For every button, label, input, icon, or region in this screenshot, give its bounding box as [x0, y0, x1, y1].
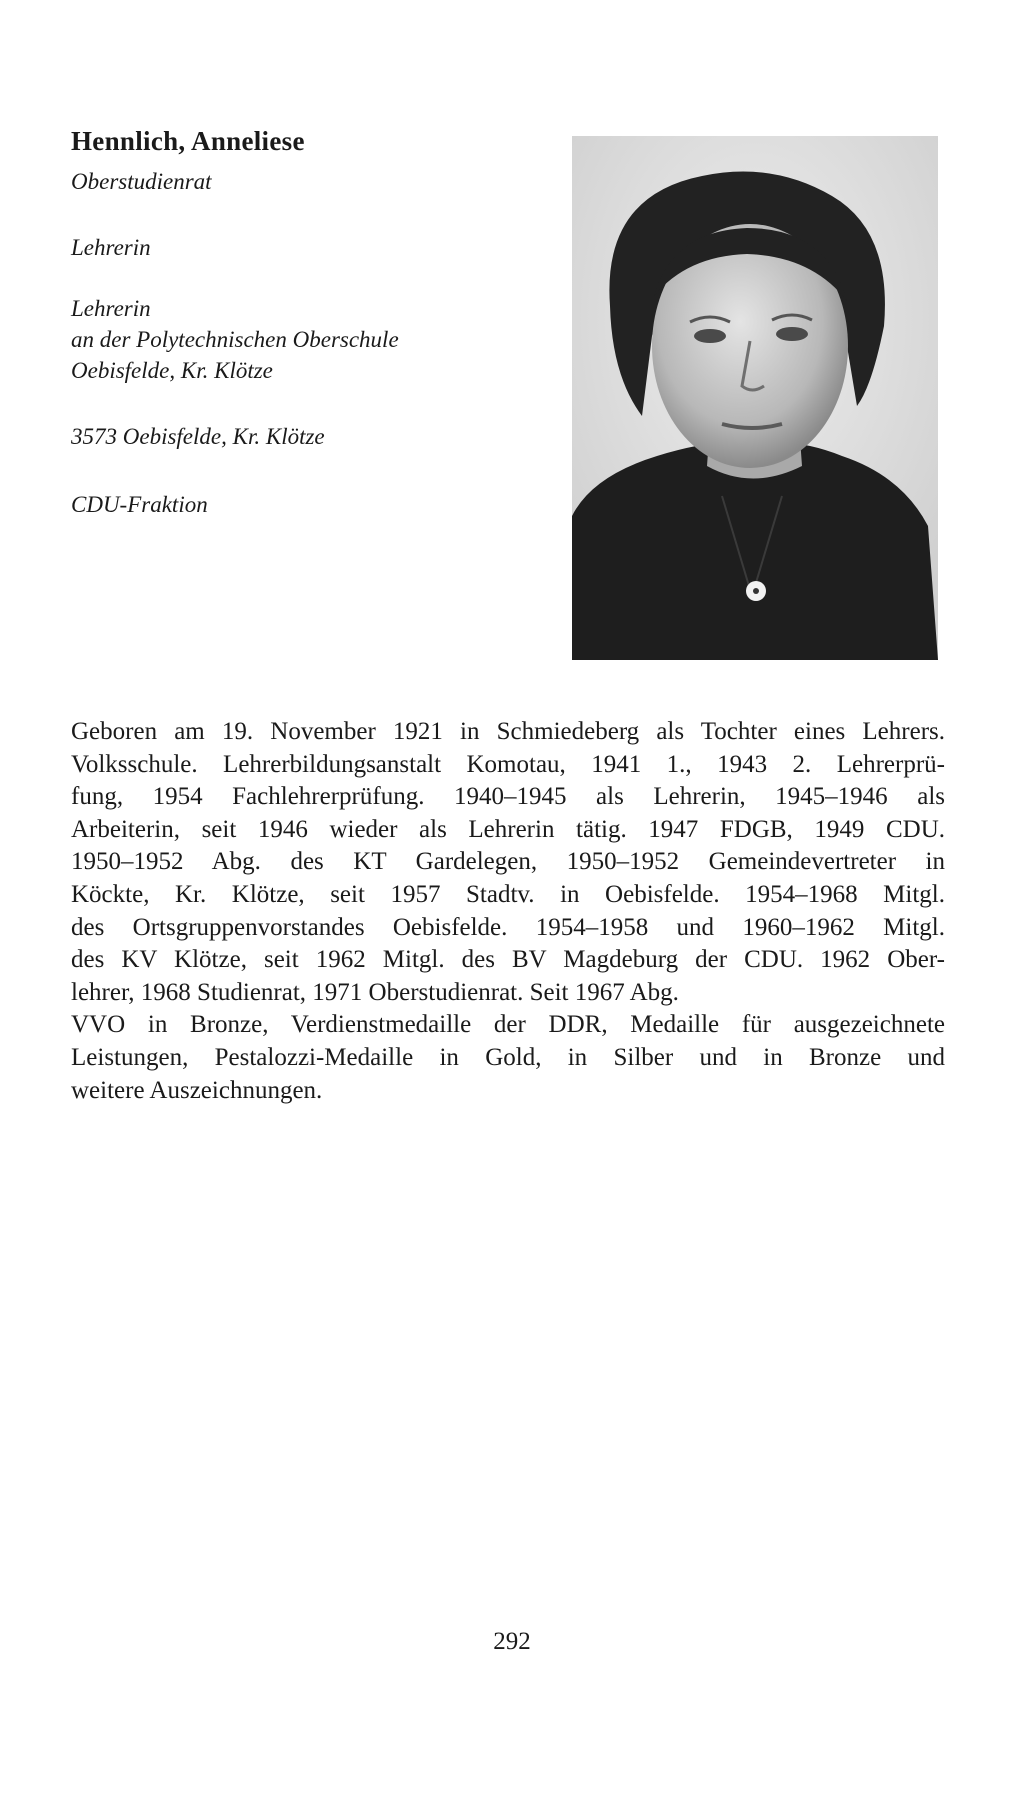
biography-line: Arbeiterin, seit 1946 wieder als Lehrerin tätig. 1947 FDGB, 1949 CDU. [71, 815, 945, 843]
biography-line: Leistungen, Pestalozzi-Medaille in Gold, in Silber und in Bronze und [71, 1043, 945, 1071]
position-line: an der Polytechnischen Oberschule [71, 327, 399, 352]
biography [71, 716, 945, 1107]
position-line: Lehrerin [71, 296, 151, 321]
biography-line: VVO in Bronze, Verdienstmedaille der DDR, Medaille für ausgezeichnete [71, 1011, 945, 1039]
biography-line: 1950–1952 Abg. des KT Gardelegen, 1950–1952 Gemeindevertreter in [71, 848, 945, 876]
entry-name: Hennlich, Anneliese [71, 126, 305, 156]
biography-line: Geboren am 19. November 1921 in Schmiedeberg als Tochter eines Lehrers. [71, 718, 945, 745]
biography-line: Köckte, Kr. Klötze, seit 1957 Stadtv. in Oebisfelde. 1954–1968 Mitgl. [71, 880, 945, 908]
biography-line: des Ortsgruppenvorstandes Oebisfelde. 1954–1958 und 1960–1962 Mitgl. [71, 913, 945, 941]
portrait-photo [572, 136, 938, 660]
entry-address: 3573 Oebisfelde, Kr. Klötze [71, 424, 325, 449]
biography-line: lehrer, 1968 Studienrat, 1971 Oberstudienrat. Seit 1967 Abg. [71, 978, 679, 1006]
entry-faction: CDU-Fraktion [71, 492, 208, 517]
biography-line: des KV Klötze, seit 1962 Mitgl. des BV Magdeburg der CDU. 1962 Ober- [71, 946, 945, 974]
page-number: 292 [493, 1628, 531, 1655]
biography-line: fung, 1954 Fachlehrerprüfung. 1940–1945 als Lehrerin, 1945–1946 als [71, 783, 945, 811]
biography-line: Volksschule. Lehrerbildungsanstalt Komotau, 1941 1., 1943 2. Lehrerprü- [71, 750, 945, 778]
biography-line: weitere Auszeichnungen. [71, 1076, 323, 1104]
entry-profession: Lehrerin [71, 235, 151, 260]
position-line: Oebisfelde, Kr. Klötze [71, 358, 273, 383]
entry-title: Oberstudienrat [71, 169, 212, 194]
